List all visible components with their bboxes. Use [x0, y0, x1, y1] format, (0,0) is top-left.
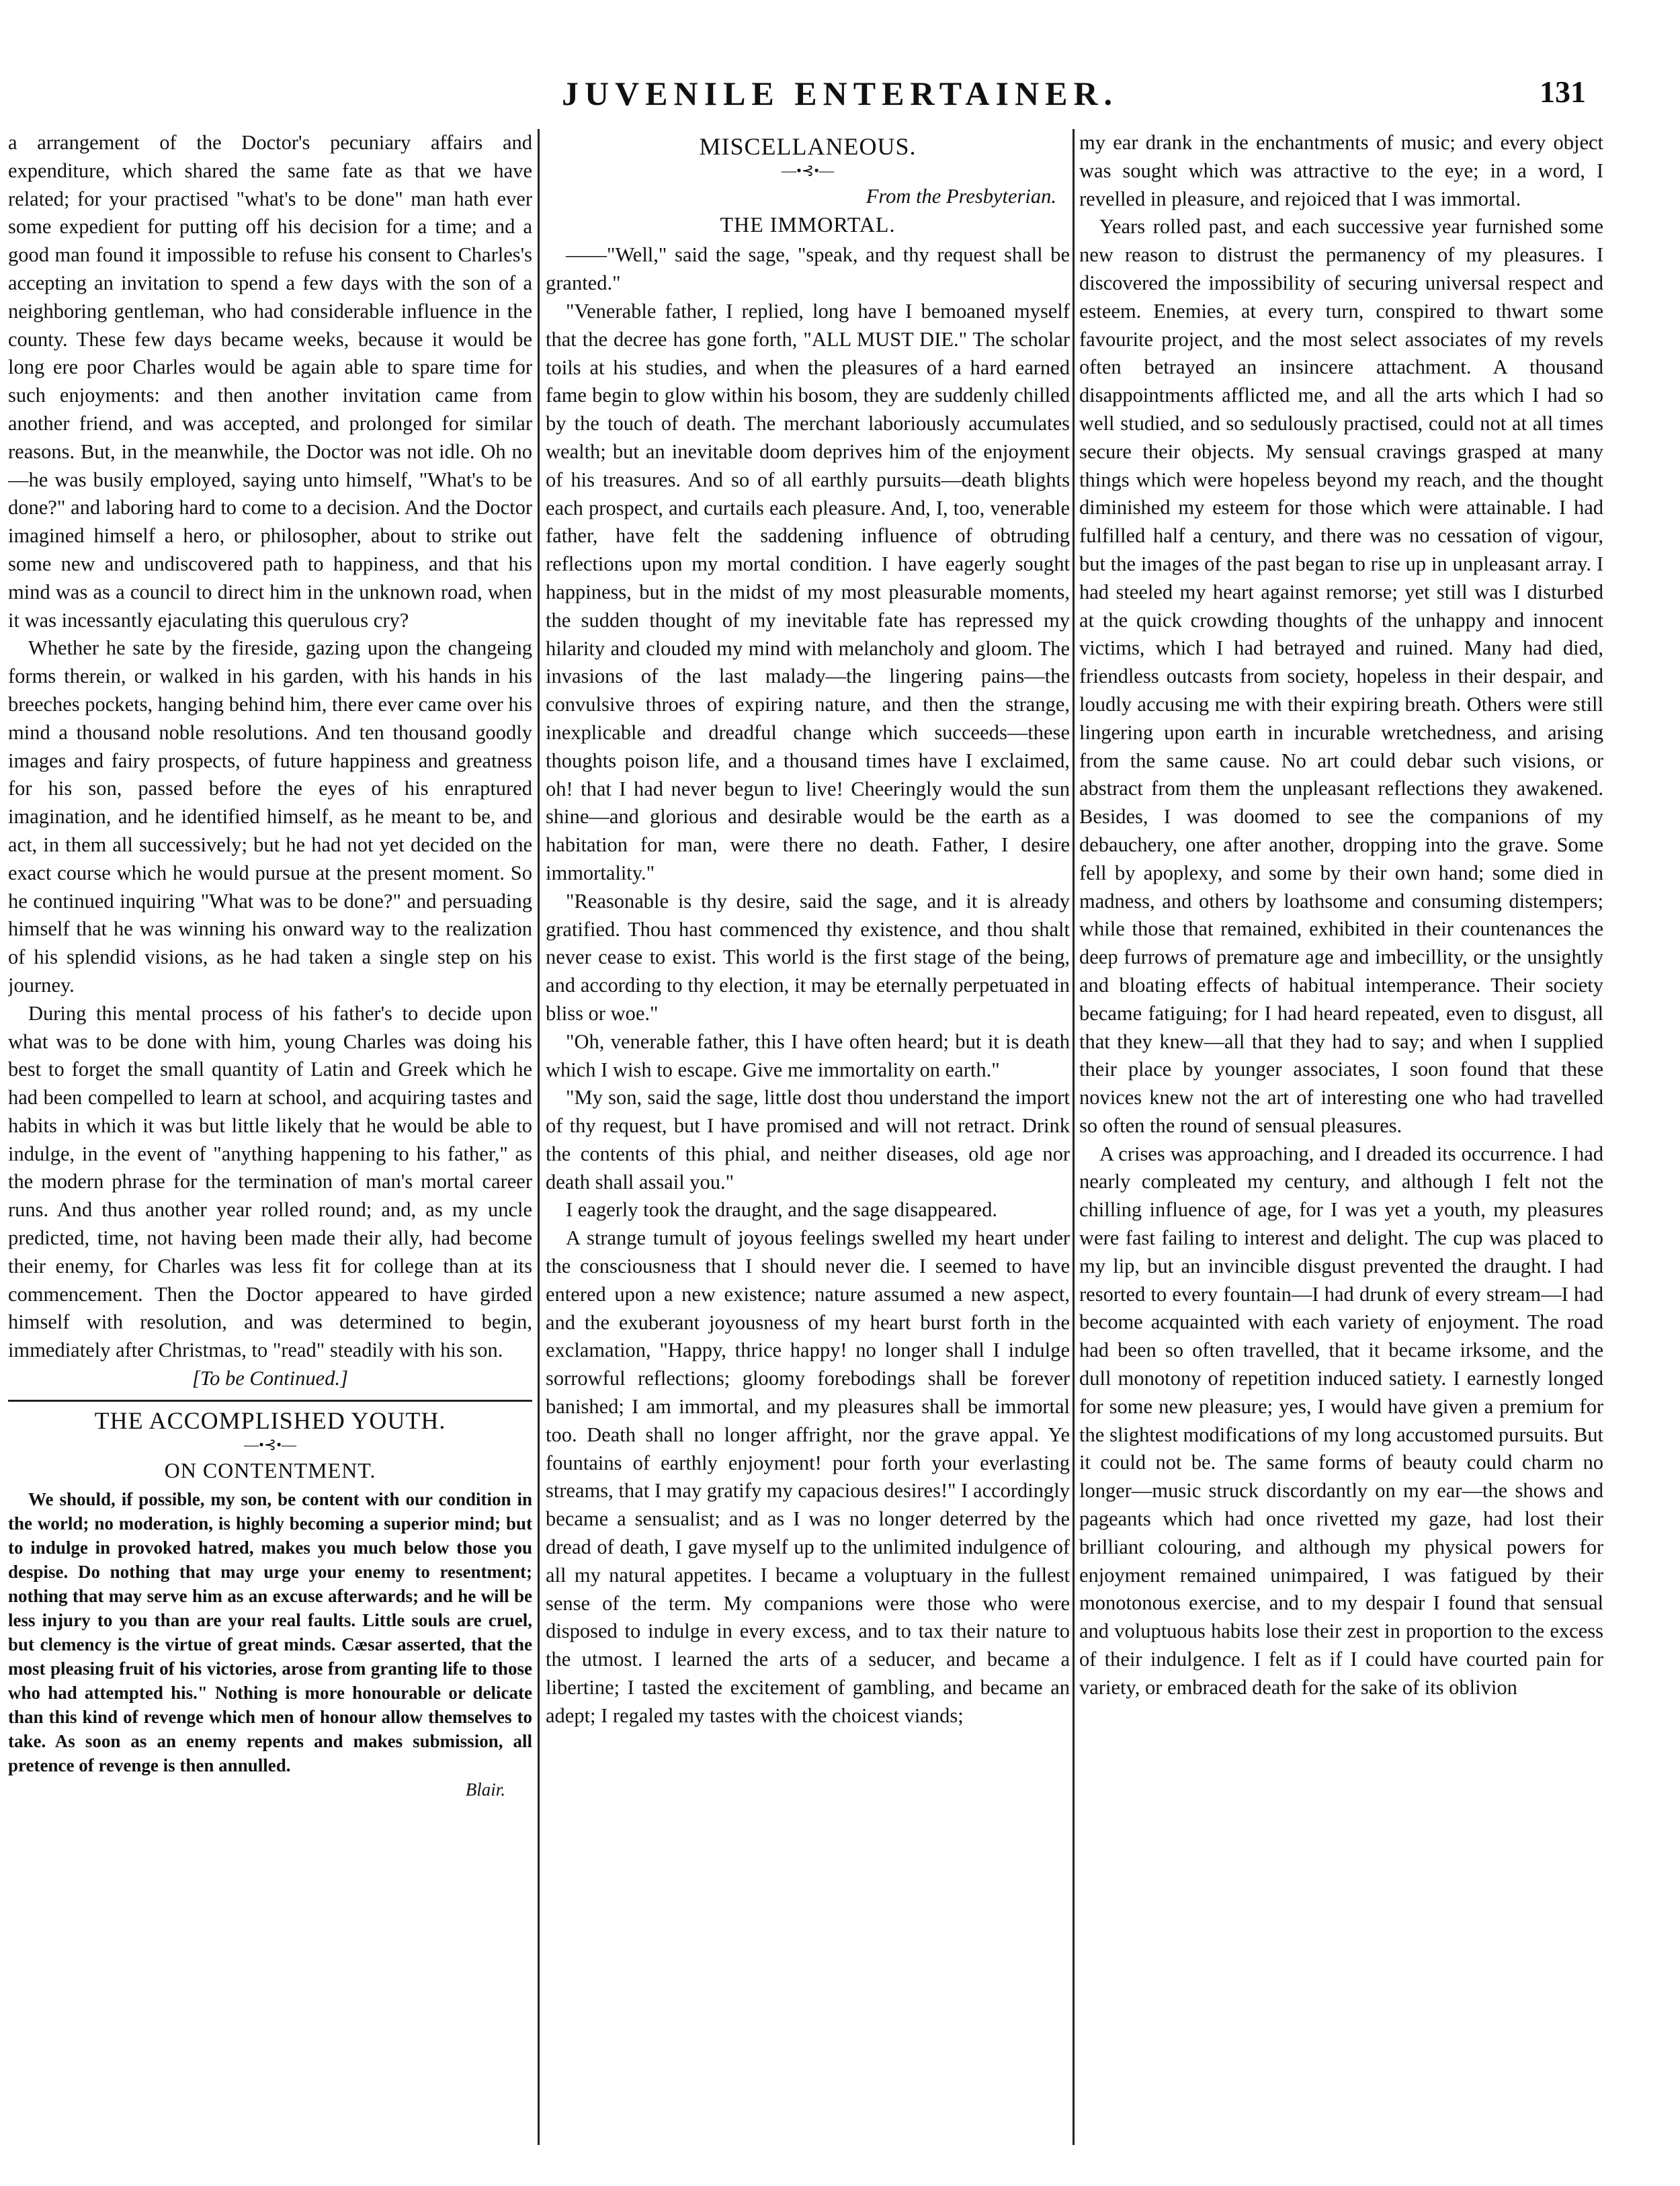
column-rule-left — [538, 129, 540, 2145]
section-divider — [8, 1400, 532, 1402]
section-title-accomplished-youth: THE ACCOMPLISHED YOUTH. — [94, 1406, 446, 1434]
page-header — [0, 74, 1680, 114]
source-credit: From the Presbyterian. — [866, 184, 1056, 208]
column-rule-right — [1073, 129, 1075, 2145]
story-paragraph: ——"Well," said the sage, "speak, and thy request shall be granted." — [546, 243, 1070, 295]
story-paragraph: "Venerable father, I replied, long have I bemoaned myself that the decree has gone forth, "ALL MUST DIE." The scholar toils at his studies, and when the pleasures of a hard earned fame begin to glow within his bosom, they are suddenly chilled by the touch of death. The merchant laboriously accumulates wealth; but an inevitable doom deprives him of the enjoyment of his treasures. And so of all earthly pursuits—death blights each prospect, and curtails each pleasure. And, I, too, venerable father, have felt the saddening influence of obtruding reflections upon my mortal condition. I have eagerly sought happiness, but in the midst of my most pleasurable moments, the sudden thought of my inevitable fate has repressed my hilarity and clouded my mind with melancholy and gloom. The invasions of the last malady—the lingering pains—the convulsive throes of expiring nature, and then the strange, inexplicable and dreadful change which succeeds—these thoughts poison life, and a thousand times have I exclaimed, oh! that I had never begun to live! Cheeringly would the sun shine—and glorious and desirable would be the earth as a habitation for man, were there no death. Father, I desire immortality." — [546, 299, 1070, 884]
page-number: 131 — [1540, 75, 1586, 109]
article-title-contentment: ON CONTENTMENT. — [164, 1458, 376, 1482]
story-paragraph: Years rolled past, and each successive year furnished some new reason to distrust the permanency of my pleasures. I discovered the impossibility of securing universal respect and esteem. Enemies, at every turn, conspired to thwart some favourite project, and the most select associates of my revels often betrayed an insincere attachment. A thousand disappointments afflicted me, and all the arts which I had so well studied, and so sedulously practised, could not at all times secure their objects. My sensual cravings grasped at many things which were hopeless beyond my reach, and the thought diminished my esteem for those which were attainable. I had fulfilled half a century, and there was no cessation of vigour, but the images of the past began to rise up in unpleasant array. I had steeled my heart against remorse; yet still was I disturbed at the quick crowding thoughts of the unhappy and innocent victims, which I had betrayed and ruined. Many had died, friendless outcasts from society, hopeless in their despair, and loudly accusing me with their expiring breath. Others were still lingering upon earth in incurable wretchedness, and arising from the same cause. No art could debar such visions, or abstract from them the unpleasant reflections they awakened. Besides, I was doomed to see the companions of my debauchery, one after another, dropping into the grave. Some fell by apoplexy, and some by their own hand; some died in madness, and others by loathsome and consuming distempers; while those that remained, exhibited in their countenances the deep furrows of premature age and imbecillity, or the unsightly and bloating effects of habitual intemperance. Their society became fatiguing; for I had heard repeated, even to disgust, all that they knew—all that they had to say; and when I supplied their place by younger associates, I soon found that these novices knew not the art of interesting one who had travelled so often the round of sensual pleasures. — [1079, 215, 1603, 1137]
ornament-divider: —•⊰•— — [244, 1435, 296, 1453]
section-title-miscellaneous: MISCELLANEOUS. — [699, 133, 917, 160]
ornament-divider: —•⊰•— — [782, 161, 834, 179]
story-paragraph: "My son, said the sage, little dost thou understand the import of thy request, but I have promised and will not retract. Drink the contents of this phial, and neither diseases, old age nor death shall assail you." — [546, 1086, 1070, 1193]
story-paragraph: my ear drank in the enchantments of music; and every object was sought which was attractive to the eye; in a word, I revelled in pleasure, and rejoiced that I was immortal. — [1079, 131, 1603, 210]
story-paragraph: A crises was approaching, and I dreaded its occurrence. I had nearly compleated my century, and although I felt not the chilling influence of age, for I was yet a youth, my pleasures were fast failing to interest and delight. The cup was placed to my lip, but an invincible disgust prevented the draught. I had resorted to every fountain—I had drunk of every stream—I had become acquainted with each variety of enjoyment. The road had been so often travelled, that it became irksome, and the dull monotony of repetition induced satiety. I earnestly longed for some new pleasure; yes, I would have given a premium for the slightest modifications of my long accustomed pursuits. But it could not be. The same forms of beauty could charm no longer—music struck discordantly on my ear—the shows and pageants which had once rivetted my gaze, had lost their brilliant colouring, and although my physical powers for enjoyment remained unimpaired, I was fatigued by their monotonous exercise, and to my despair I found that sensual and voluptuous habits lose their zest in proportion to the excess of their indulgence. I felt as if I could have courted pain for variety, or embraced death for the sake of its oblivion — [1079, 1142, 1603, 1699]
article-title-immortal: THE IMMORTAL. — [720, 212, 896, 237]
story-paragraph: a arrangement of the Doctor's pecuniary affairs and expenditure, which shared the same fate as that we have related; for your practised "what's to be done" man hath ever some expedient for putting off his decision for a time; and a good man found it impossible to refuse his consent to Charles's accepting an invitation to spend a few days with the son of a neighboring gentleman, who had considerable influence in the county. These few days became weeks, because it would be long ere poor Charles would be again able to spare time for such enjoyments: and then another invitation came from another friend, and was accepted, and prolonged for similar reasons. But, in the meanwhile, the Doctor was not idle. Oh no—he was busily employed, saying unto himself, "What's to be done?" and laboring hard to come to a decision. And the Doctor imagined himself a hero, or philosopher, about to strike out some new and undiscovered path to happiness, and that his mind was as a council to direct him in the unknown road, when it was incessantly ejaculating this querulous cry? — [8, 131, 532, 632]
column-left — [8, 129, 532, 2158]
story-paragraph: A strange tumult of joyous feelings swelled my heart under the consciousness that I should never die. I seemed to have entered upon a new existence; nature assumed a new aspect, and the exuberant joyousness of my heart burst forth in the exclamation, "Happy, thrice happy! no longer shall I indulge sorrowful reflections; gloomy forebodings shall be forever banished; I am immortal, and my pleasures shall be immortal too. Death shall no longer affright, nor the grave appal. Ye fountains of earthly enjoyment! pour forth your everlasting streams, that I may gratify my capacious desires!" I accordingly became a sensualist; and as I was no longer deterred by the dread of death, I gave myself up to the unlimited indulgence of all my natural appetites. I became a voluptuary in the fullest sense of the term. My companions were those who were disposed to indulge in every excess, and to tax their nature to the utmost. I learned the arts of a seducer, and became a libertine; I tasted the excitement of gambling, and became an adept; I regaled my tastes with the choicest viands; — [546, 1226, 1070, 1727]
running-title: JUVENILE ENTERTAINER. — [561, 75, 1119, 112]
story-paragraph: During this mental process of his father's to decide upon what was to be done with him, young Charles was doing his best to forget the small quantity of Latin and Greek which he had been compelled to learn at school, and acquiring tastes and habits in which it was but little likely that he would be able to indulge, in the event of "anything happening to his father," as the modern phrase for the termination of man's mortal career runs. And thus another year rolled round; and, as my uncle predicted, time, not having been made their ally, had become their enemy, for Charles was less fit for college than at its commencement. Then the Doctor appeared to have girded himself with resolution, and was determined to begin, immediately after Christmas, to "read" steadily with his son. — [8, 1001, 532, 1362]
column-middle — [546, 129, 1070, 2158]
continued-note: [To be Continued.] — [192, 1367, 348, 1390]
story-paragraph: "Oh, venerable father, this I have often heard; but it is death which I wish to escape. Give me immortality on earth." — [546, 1029, 1070, 1081]
story-paragraph: "Reasonable is thy desire, said the sage, and it is already gratified. Thou hast commenced thy existence, and thou shalt never cease to exist. This world is the first stage of the being, and according to thy election, it may be eternally perpetuated in bliss or woe." — [546, 889, 1070, 1025]
story-paragraph: Whether he sate by the fireside, gazing upon the changeing forms therein, or walked in his garden, with his hands in his breeches pockets, hanging behind him, there ever came over his mind a thousand noble resolutions. And ten thousand goodly images and fairy prospects, of future happiness and greatness for his son, passed before the eyes of his enraptured imagination, and he identified himself, as he meant to be, and act, in them all successively; but he had not yet decided on the exact course which he would pursue at the present moment. So he continued inquiring "What was to be done?" and persuading himself that he was winning his onward way to the realization of his splendid visions, as he had taken a single step on his journey. — [8, 636, 532, 997]
story-paragraph: I eagerly took the draught, and the sage disappeared. — [566, 1198, 997, 1222]
column-right — [1079, 129, 1603, 2158]
contentment-text: We should, if possible, my son, be content with our condition in the world; no moderation, is highly becoming a superior mind; but to indulge in provoked hatred, makes you much below those you despise. Do nothing that may urge your enemy to resentment; nothing that may serve him as an excuse afterwards; and he will be less injury to you than are your real faults. Little souls are cruel, but clemency is the virtue of great minds. Cæsar asserted, that the most pleasing fruit of his victories, arose from granting life to those who had attempted his." Nothing is more honourable or delicate than this kind of revenge which men of honour allow themselves to take. As soon as an enemy repents and makes submission, all pretence of revenge is then annulled. — [8, 1489, 532, 1776]
author-signature: Blair. — [465, 1779, 505, 1800]
